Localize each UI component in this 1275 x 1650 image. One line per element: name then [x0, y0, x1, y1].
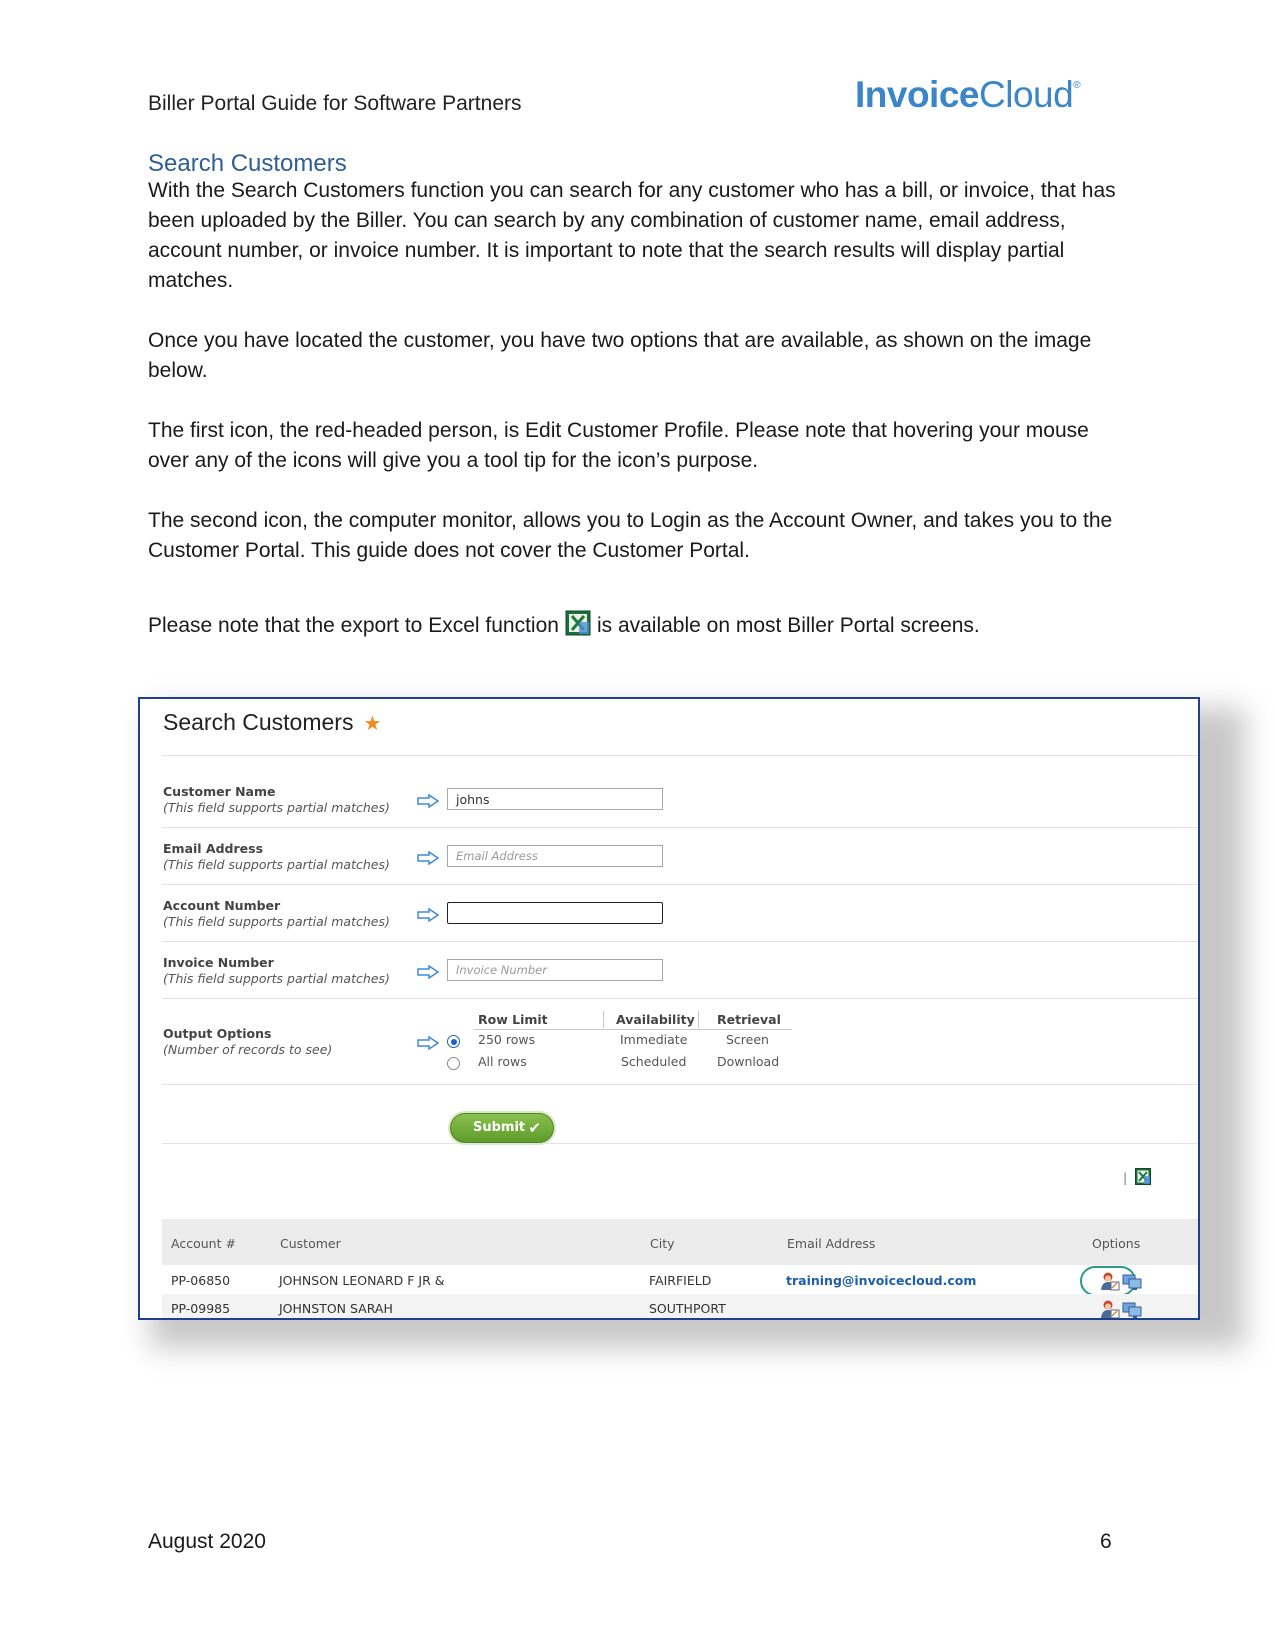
arrow-right-icon — [417, 1036, 439, 1050]
column-divider — [603, 1011, 604, 1028]
paragraph-options: Once you have located the customer, you have two options that are available, as shown on the image below. — [148, 329, 1092, 382]
output-options-hint: (Number of records to see) — [163, 1042, 333, 1057]
divider — [162, 1143, 1200, 1144]
arrow-right-icon — [417, 965, 439, 979]
column-header-options: Options — [1092, 1236, 1141, 1251]
retrieval-header: Retrieval — [717, 1012, 781, 1027]
invoicecloud-logo: InvoiceCloud® — [855, 74, 1081, 115]
paragraph-first-icon: The first icon, the red-headed person, is Edit Customer Profile. Please note that hovering your mouse over any of the icons will give you a tool tip for the icon’s purpose. — [148, 419, 1089, 472]
email-address-hint: (This field supports partial matches) — [163, 857, 390, 872]
divider — [162, 755, 1200, 756]
email-address-input[interactable]: Email Address — [447, 845, 663, 867]
account-cell: PP-09985 — [171, 1301, 231, 1316]
city-cell: FAIRFIELD — [649, 1273, 712, 1288]
divider — [162, 1084, 1200, 1085]
row-limit-option: 250 rows — [478, 1032, 536, 1047]
divider — [162, 998, 1200, 999]
login-monitor-icon[interactable] — [1110, 1271, 1154, 1291]
arrow-right-icon — [417, 908, 439, 922]
column-divider — [698, 1011, 699, 1028]
retrieval-option: Download — [717, 1054, 780, 1069]
column-header-email[interactable]: Email Address — [787, 1236, 876, 1251]
radio-250-rows[interactable] — [447, 1035, 460, 1048]
screenshot-title: Search Customers ★ — [163, 709, 382, 735]
page-number: 6 — [1100, 1530, 1112, 1553]
star-icon[interactable]: ★ — [363, 713, 382, 735]
toolbar-separator: | — [1123, 1170, 1128, 1185]
footer-date: August 2020 — [148, 1530, 266, 1553]
row-limit-option: All rows — [478, 1054, 527, 1069]
column-header-city[interactable]: City — [650, 1236, 675, 1251]
column-header-customer[interactable]: Customer — [280, 1236, 341, 1251]
invoice-number-label: Invoice Number — [163, 955, 274, 970]
search-customers-screenshot — [138, 697, 1200, 1320]
email-address-label: Email Address — [163, 841, 264, 856]
divider — [162, 884, 1200, 885]
retrieval-option: Screen — [726, 1032, 769, 1047]
checkmark-icon: ✔ — [528, 1119, 541, 1137]
submit-button[interactable]: Submit ✔ — [450, 1113, 554, 1143]
paragraph-second-icon: The second icon, the computer monitor, allows you to Login as the Account Owner, and takes you to the Customer Portal. This guide does not cover the Customer Portal. — [148, 509, 1113, 562]
customer-cell: JOHNSTON SARAH — [279, 1301, 393, 1316]
customer-cell: JOHNSON LEONARD F JR & — [279, 1273, 445, 1288]
arrow-right-icon — [417, 794, 439, 808]
excel-export-icon[interactable] — [1135, 1168, 1151, 1185]
invoice-number-input[interactable]: Invoice Number — [447, 959, 663, 981]
account-cell: PP-06850 — [171, 1273, 231, 1288]
customer-name-label: Customer Name — [163, 784, 276, 799]
availability-option: Immediate — [620, 1032, 688, 1047]
column-header-account[interactable]: Account # — [171, 1236, 236, 1251]
customer-name-hint: (This field supports partial matches) — [163, 800, 390, 815]
row-limit-header: Row Limit — [478, 1012, 548, 1027]
invoice-number-hint: (This field supports partial matches) — [163, 971, 390, 986]
account-number-hint: (This field supports partial matches) — [163, 914, 390, 929]
paragraph-intro: With the Search Customers function you can search for any customer who has a bill, or invoice, that has been uploaded by the Biller. You can search by any combination of customer name, email address, account number, or invoice number. It is important to note that the search results will display partial matches. — [148, 179, 1116, 292]
output-options-label: Output Options — [163, 1026, 272, 1041]
divider — [162, 941, 1200, 942]
radio-all-rows[interactable] — [447, 1057, 460, 1070]
email-link[interactable]: training@invoicecloud.com — [786, 1273, 977, 1288]
account-number-input[interactable] — [447, 902, 663, 924]
customer-name-input[interactable]: johns — [447, 788, 663, 810]
account-number-label: Account Number — [163, 898, 281, 913]
header-underline — [474, 1029, 792, 1030]
section-title: Search Customers — [148, 150, 347, 177]
paragraph-excel: Please note that the export to Excel function is available on most Biller Portal screens. — [148, 610, 1128, 641]
document-header-title: Biller Portal Guide for Software Partners — [148, 92, 522, 115]
divider — [162, 827, 1200, 828]
availability-header: Availability — [616, 1012, 695, 1027]
login-monitor-icon[interactable] — [1110, 1299, 1154, 1319]
city-cell: SOUTHPORT — [649, 1301, 726, 1316]
availability-option: Scheduled — [621, 1054, 687, 1069]
excel-export-icon — [565, 610, 591, 636]
arrow-right-icon — [417, 851, 439, 865]
